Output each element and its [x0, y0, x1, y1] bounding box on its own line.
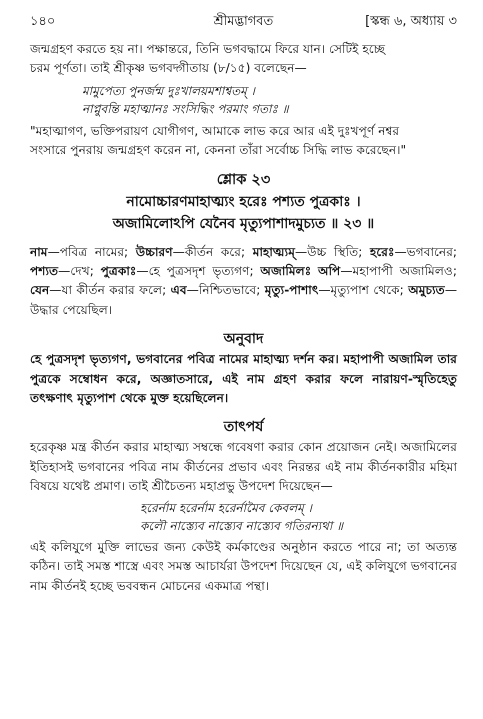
mahamantra-verse [30, 499, 457, 536]
page-header [30, 12, 457, 32]
syn-word: পশ্যত [30, 264, 59, 279]
syn-meaning: পবিত্র নামের; [59, 244, 136, 259]
quote-line-1: "মহাত্মাগণ, ভক্তিপরায়ণ যোগীগণ, আমাকে লাভ করে আর এই দুঃখপূর্ণ নশ্বর [30, 123, 400, 138]
syn-word: মৃত্যু-পাশাৎ [264, 283, 319, 298]
syn-word: অমুচ্যত [408, 283, 445, 298]
syn-meaning: মহাপাপী অজামিলও; [352, 264, 457, 279]
syn-word: উচ্চারণ [135, 244, 173, 259]
synonyms-paragraph: নাম—পবিত্র নামের; উচ্চারণ—কীর্তন করে; মাহাত্ম্যম্—উচ্চ স্থিতি; হরেঃ—ভগবানের; পশ্যত—দেখ; পুত্রকাঃ—হে পুত্রসদৃশ ভৃত্যগণ; অজামিলঃ অপি—মহাপাপী অজামিলও; যেন—যা কীর্তন করার ফলে; এব—নিশ্চিতভাবে; মৃত্যু-পাশাৎ—মৃত্যুপাশ থেকে; অমুচ্যত—উদ্ধার পেয়েছিল। [30, 244, 458, 317]
translation-heading: অনুবাদ [223, 331, 264, 348]
page-body [30, 40, 457, 596]
gita-verse-line-1: মামুপেত্য পুনর্জন্ম দুঃখালয়মশাশ্বতম্ । [82, 83, 255, 98]
syn-meaning: ভগবানের; [406, 244, 458, 259]
syn-word: নাম [30, 244, 48, 259]
gita-translation-quote [30, 122, 457, 161]
syn-word: হরেঃ [369, 244, 395, 259]
syn-word: অপি [318, 264, 341, 279]
sloka-heading: শ্লোক ২৩ [216, 171, 271, 188]
quote-line-2: সংসারে পুনরায় জন্মগ্রহণ করেন না, কেননা তাঁরা সর্বোচ্চ সিদ্ধি লাভ করেছেন।" [30, 143, 407, 158]
syn-meaning: উচ্চ স্থিতি; [307, 244, 370, 259]
syn-meaning: দেখ; [70, 264, 101, 279]
page-number: ১৪০ [30, 14, 56, 29]
book-title: শ্রীমদ্ভাগবত [213, 14, 274, 29]
syn-meaning: কীর্তন করে; [184, 244, 253, 259]
syn-meaning: উদ্ধার পেয়েছিল। [30, 302, 113, 317]
section-label: [স্কন্ধ ৬, অধ্যায় ৩ [365, 14, 457, 29]
gita-verse [82, 82, 457, 119]
syn-word: যেন [30, 283, 50, 298]
syn-meaning: নিশ্চিতভাবে; [198, 283, 265, 298]
syn-meaning: যা কীর্তন করার ফলে; [61, 283, 171, 298]
intro-line-2: চরম পূর্ণতা। তাই শ্রীকৃষ্ণ ভগবদ্গীতায় (৮/১৫) বলেছেন— [30, 61, 307, 76]
gita-verse-line-2: নাপ্নুবন্তি মহাত্মানঃ সংসিদ্ধিং পরমাং গতাঃ ॥ [82, 102, 289, 117]
syn-word: মাহাত্ম্যম্ [252, 244, 295, 259]
intro-line-1: জন্মগ্রহণ করতে হয় না। পক্ষান্তরে, তিনি ভগবদ্ধামে ফিরে যান। সেটিই হচ্ছে [30, 42, 386, 56]
syn-word: পুত্রকাঃ [100, 264, 137, 279]
syn-word: এব [170, 283, 187, 298]
sloka-line-1: নামোচ্চারণমাহাত্ম্যং হরেঃ পশ্যত পুত্রকাঃ । [126, 193, 361, 210]
purport-paragraph-1: হরেকৃষ্ণ মন্ত্র কীর্তন করার মাহাত্ম্য সম্বন্ধে গবেষণা করার কোন প্রয়োজন নেই। অজামিলের ইতিহাসই ভগবানের পবিত্র নাম কীর্তনের প্রভাব এবং নিরন্তর এই নাম কীর্তনকারীর মহিমা বিষয়ে যথেষ্ট প্রমাণ। তাই শ্রীচৈতন্য মহাপ্রভু উপদেশ দিয়েছেন— [30, 440, 457, 494]
purport-heading: তাৎপর্য [223, 419, 264, 436]
syn-meaning: হে পুত্রসদৃশ ভৃত্যগণ; [148, 264, 261, 279]
sloka-line-2: অজামিলোঽপি যেনৈব মৃত্যুপাশাদমুচ্যত ॥ ২৩ ॥ [112, 215, 375, 232]
mahamantra-line-2: কলৌ নাস্ত্যেব নাস্ত্যেব নাস্ত্যেব গতিরন্যথা ॥ [140, 519, 344, 534]
purport-paragraph-2: এই কলিযুগে মুক্তি লাভের জন্য কেউই কর্মকাণ্ডের অনুষ্ঠান করতে পারে না; তা অত্যন্ত কঠিন। তাই সমস্ত শাস্ত্রে এবং সমস্ত আচার্যরা উপদেশ দিয়েছেন যে, এই কলিযুগে ভগবানের নাম কীর্তনই হচ্ছে ভববন্ধন মোচনের একমাত্র পন্থা। [30, 539, 457, 593]
syn-word: অজামিলঃ [260, 264, 312, 279]
mahamantra-line-1: হরের্নাম হরের্নাম হরের্নামৈব কেবলম্ । [140, 500, 312, 515]
translation-text: হে পুত্রসদৃশ ভৃত্যগণ, ভগবানের পবিত্র নামের মাহাত্ম্য দর্শন কর। মহাপাপী অজামিল তার পুত্রকে সম্বোধন করে, অজ্ঞাতসারে, এই নাম গ্রহণ করার ফলে নারায়ণ-স্মৃতিহেতু তৎক্ষণাৎ মৃত্যুপাশ থেকে মুক্ত হয়েছিলেন। [30, 352, 457, 406]
syn-meaning: মৃত্যুপাশ থেকে; [330, 283, 409, 298]
